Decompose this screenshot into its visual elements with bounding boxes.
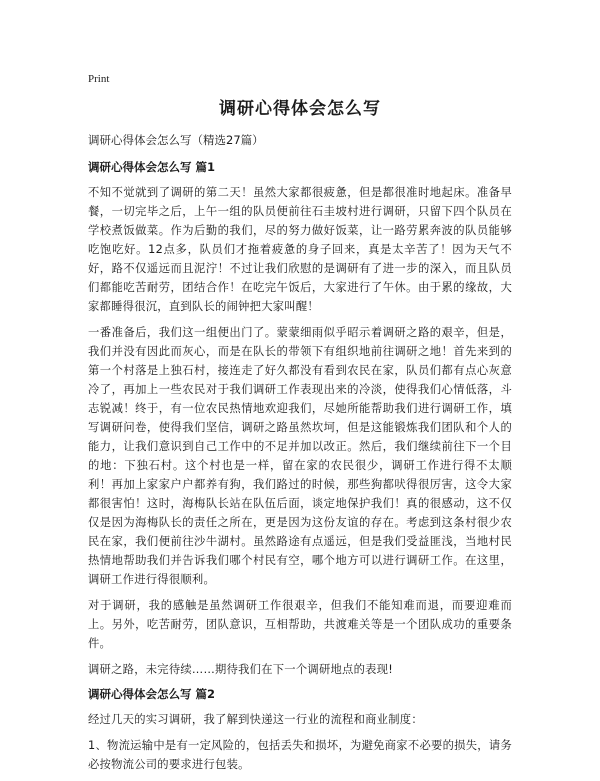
section-2 <box>88 686 512 774</box>
print-link[interactable]: Print <box>88 73 110 85</box>
section-heading: 调研心得体会怎么写 篇2 <box>88 687 216 701</box>
section-1 <box>88 159 512 679</box>
paragraph: 调研之路，未完待续……期待我们在下一个调研地点的表现! <box>88 663 393 676</box>
section-heading: 调研心得体会怎么写 篇1 <box>88 160 216 174</box>
paragraph: 1、物流运输中是有一定风险的，包括丢失和损坏，为避免商家不必要的损失，请务必按物流公司的要求进行包装。 <box>88 739 512 771</box>
page-title: 调研心得体会怎么写 <box>219 99 381 119</box>
paragraph: 一番准备后，我们这一组便出门了。蒙蒙细雨似乎昭示着调研之路的艰辛，但是，我们并没有因此而灰心，而是在队长的带领下有组织地前往调研之地！首先来到的第一个村落是上独石村，接连走了好久都没有看到农民在家，队员们都有点心灰意冷了，再加上一些农民对于我们调研工作表现出来的冷淡，使得我们心情低落，斗志锐减！终于，有一位农民热情地欢迎我们，尽她所能帮助我们进行调研工作，填写调研问卷，使得我们坚信，调研之路虽然坎坷，但是这能锻炼我们团队和个人的能力，让我们意识到自己工作中的不足并加以改正。然后，我们继续前往下一个目的地：下独石村。这个村也是一样，留在家的农民很少，调研工作进行得不太顺利！再加上家家户户都养有狗，我们路过的时候，那些狗都吠得很厉害，这令大家都很害怕！这时，海梅队长站在队伍后面，谈定地保护我们！真的很感动，这不仅仅是因为海梅队长的责任之所在，更是因为这份友谊的存在。考虑到这条村很少农民在家，我们便前往沙牛湖村。虽然路途有点遥远，但是我们受益匪浅，当地村民热情地帮助我们并告诉我们哪个村民有空，哪个地方可以进行调研工作。在这里，调研工作进行得很顺利。 <box>88 326 512 586</box>
paragraph: 对于调研，我的感触是虽然调研工作很艰辛，但我们不能知难而退，而要迎难而上。另外，吃苦耐劳，团队意识，互相帮助，共渡难关等是一个团队成功的重要条件。 <box>88 599 512 650</box>
document-body <box>88 159 512 781</box>
document-subtitle: 调研心得体会怎么写（精选27篇） <box>88 133 264 147</box>
paragraph: 不知不觉就到了调研的第二天！虽然大家都很疲惫，但是都很准时地起床。准备早餐，一切完毕之后，上午一组的队员便前往石圭坡村进行调研，只留下四个队员在学校煮饭做菜。作为后勤的我们，尽的努力做好饭菜，让一路劳累奔波的队员能够吃饱吃好。12点多，队员们才拖着疲惫的身子回来，真是太辛苦了！因为天气不好，路不仅遥远而且泥泞！不过让我们欣慰的是调研有了进一步的深入，而且队员们都能吃苦耐劳，团结合作！在吃完午饭后，大家进行了午休。由于累的缘故，大家都睡得很沉，直到队长的闹钟把大家叫醒！ <box>88 186 512 313</box>
paragraph: 经过几天的实习调研，我了解到快递这一行业的流程和商业制度： <box>88 713 423 726</box>
